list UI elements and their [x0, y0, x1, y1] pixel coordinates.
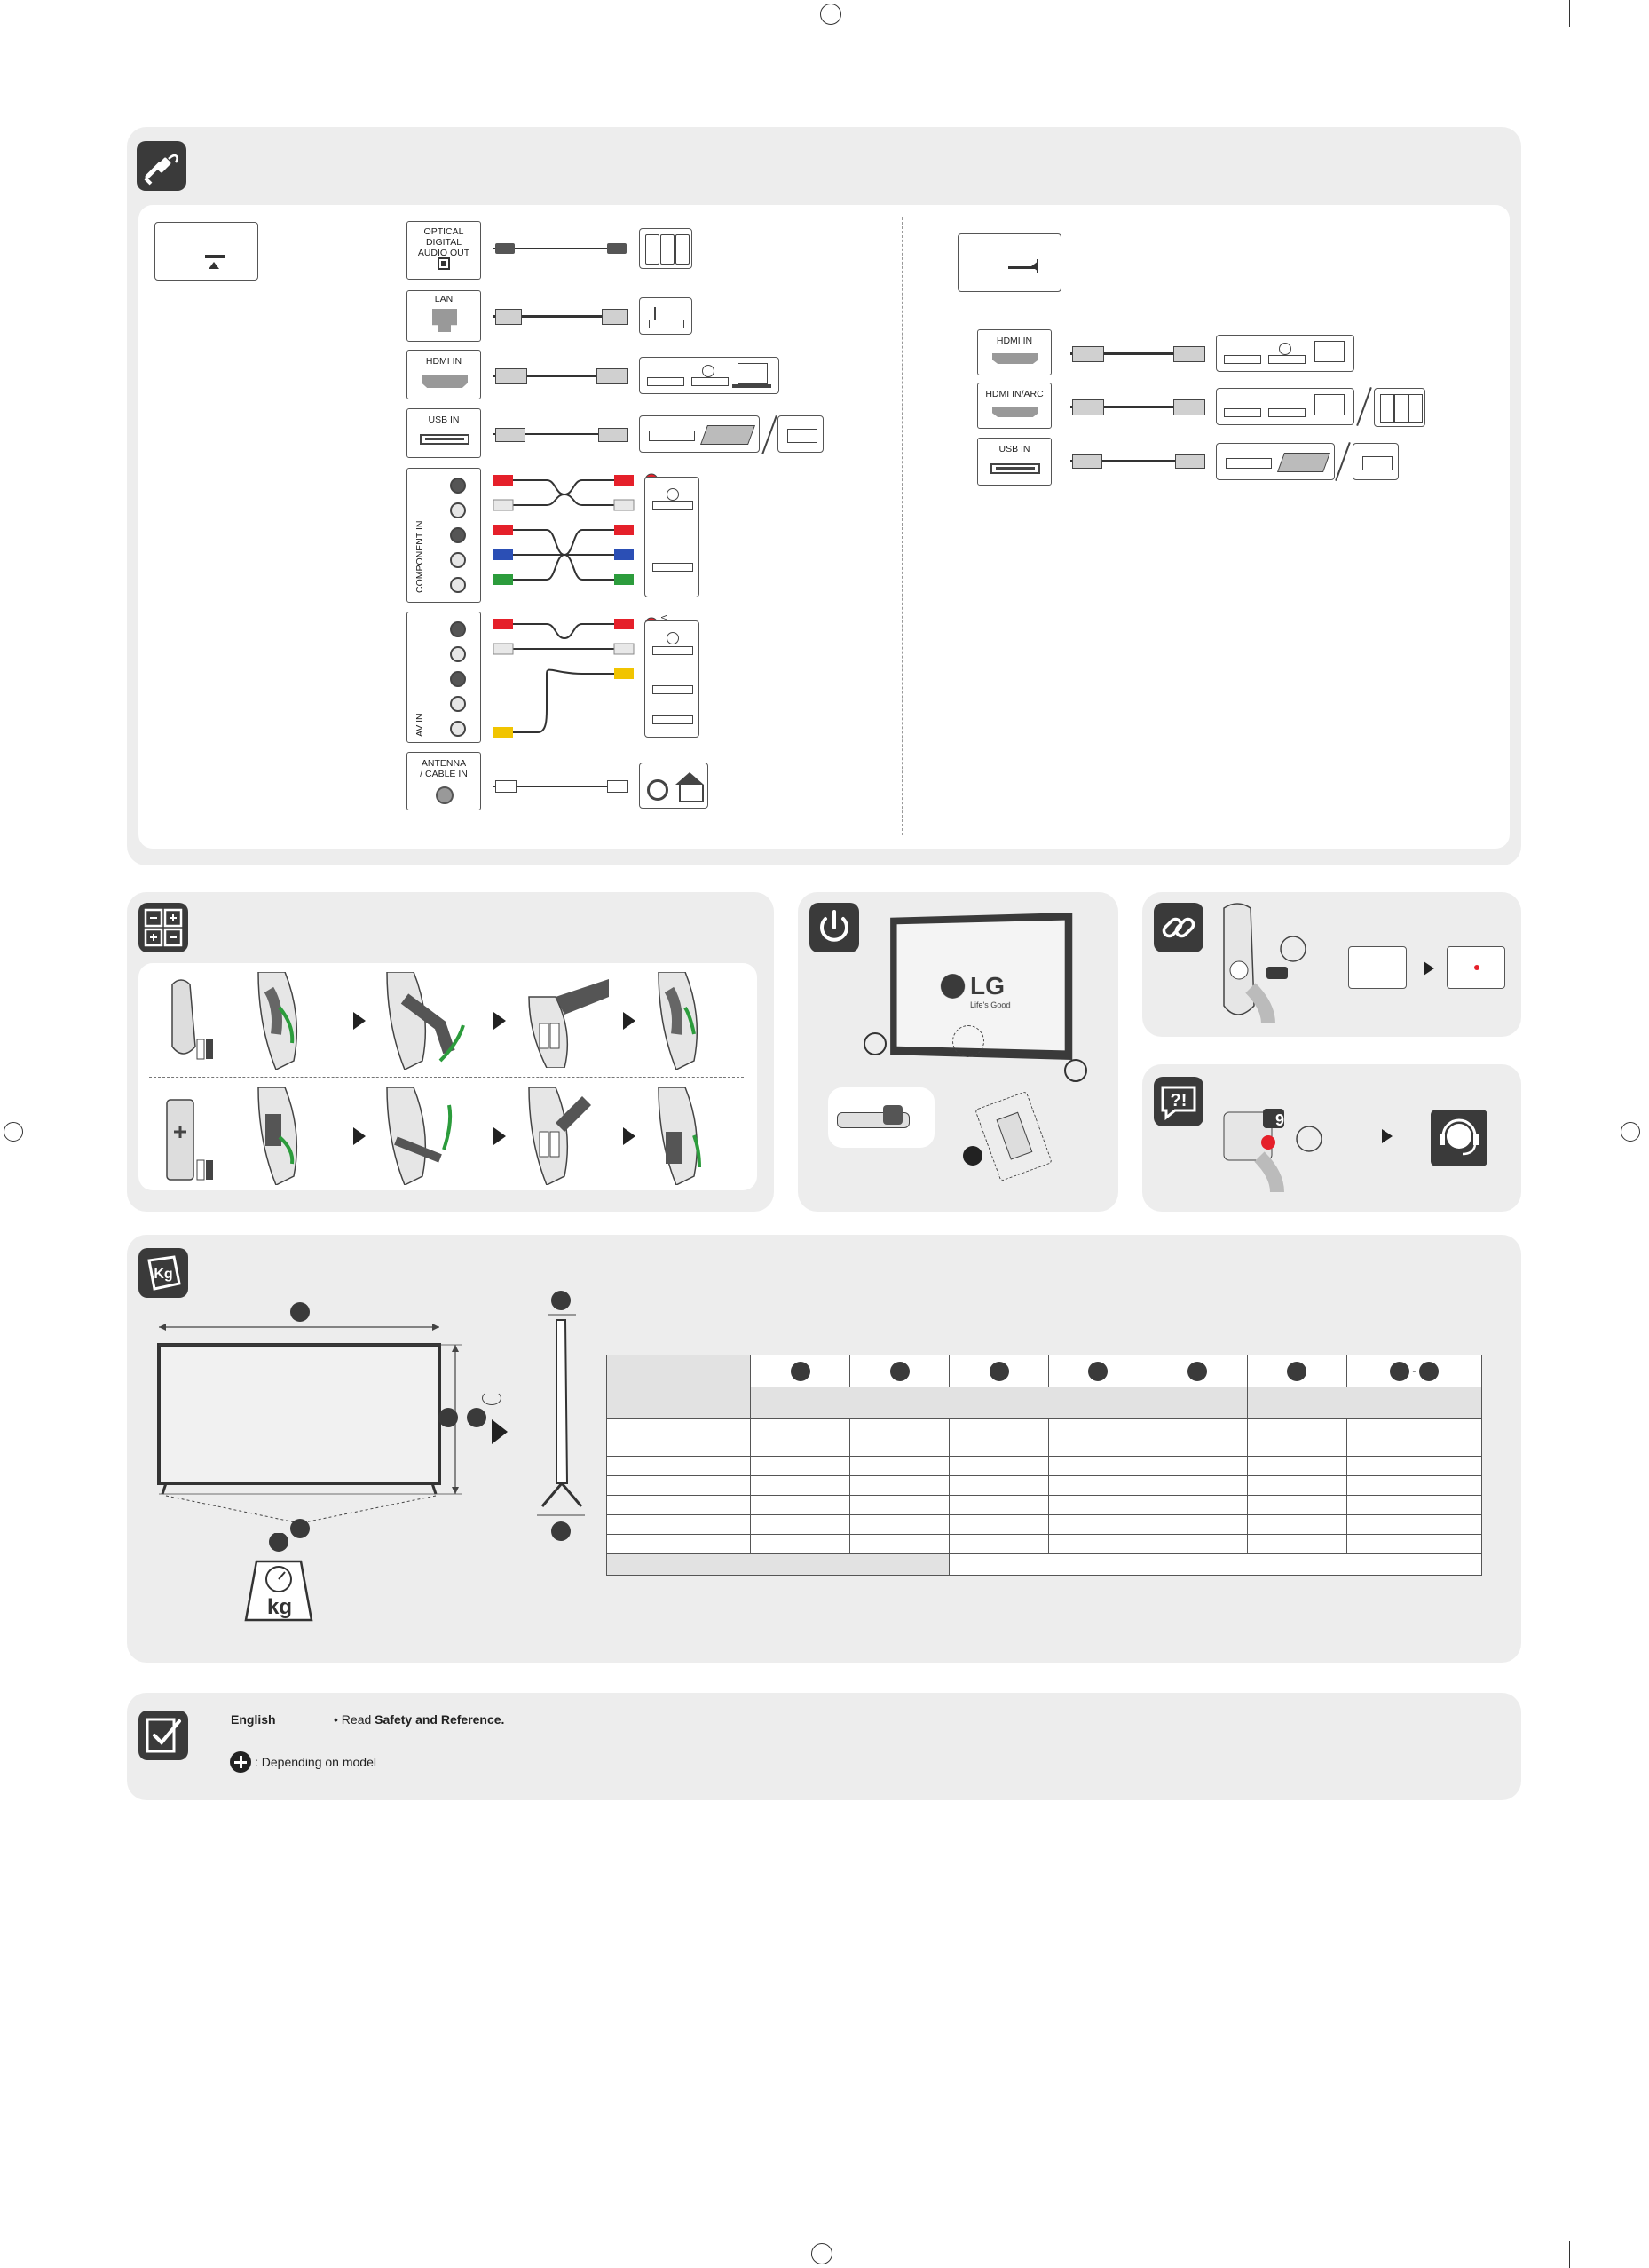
plus-circle-icon	[230, 1751, 251, 1773]
spec-cell	[1148, 1419, 1247, 1457]
arrow-icon	[492, 1419, 508, 1444]
step-icon	[520, 970, 618, 1068]
optical-label: OPTICAL DIGITAL AUDIO OUT	[417, 226, 470, 258]
trim-line	[1569, 0, 1570, 27]
usb-plug-icon	[1175, 454, 1205, 469]
spec-cell	[1049, 1535, 1148, 1554]
spec-cell	[1346, 1535, 1481, 1554]
spec-cell	[1247, 1419, 1346, 1457]
standard-remote-icon	[163, 1096, 217, 1185]
magic-remote-icon	[163, 976, 217, 1064]
arrow-icon	[353, 1127, 366, 1145]
spec-col-b	[850, 1355, 950, 1387]
divider	[902, 217, 903, 835]
usb-plug-icon	[495, 428, 525, 442]
spec-cell	[850, 1457, 950, 1476]
spec-cell	[1247, 1476, 1346, 1496]
spec-cell	[1247, 1535, 1346, 1554]
wireless-off-icon-right	[1064, 1059, 1087, 1082]
battery-icon	[138, 903, 188, 952]
spec-cell	[850, 1476, 950, 1496]
av-in-label: AV IN	[414, 713, 425, 737]
connections-inner	[138, 205, 1510, 849]
arrow-icon	[493, 1127, 506, 1145]
side-usb-stick-icon	[1353, 443, 1399, 480]
step-icon	[249, 1087, 320, 1185]
spec-cell	[850, 1496, 950, 1515]
antenna-label: ANTENNA / CABLE IN	[420, 758, 468, 779]
spec-cell	[850, 1419, 950, 1457]
footer-panel	[127, 1693, 1521, 1800]
spec-col-d	[1049, 1355, 1148, 1387]
lan-label: LAN	[434, 294, 454, 304]
spec-subheader-size	[751, 1387, 1248, 1419]
optical-port	[406, 221, 481, 280]
customer-support-icon	[1431, 1110, 1487, 1166]
lan-plug-icon	[602, 309, 628, 325]
spec-cell	[607, 1535, 751, 1554]
spec-cell	[850, 1515, 950, 1535]
spec-cell	[751, 1419, 850, 1457]
wireless-off-icon-left	[864, 1032, 887, 1055]
side-usb-storage-icon	[1216, 443, 1335, 480]
spec-cell	[607, 1496, 751, 1515]
read-instruction	[334, 1712, 504, 1727]
spec-col-f	[1247, 1355, 1346, 1387]
lg-slogan: Life's Good	[970, 1000, 1011, 1010]
model-note: : Depending on model	[255, 1755, 376, 1769]
spec-table	[606, 1355, 1482, 1576]
spec-cell	[1148, 1476, 1247, 1496]
spec-cell	[1049, 1496, 1148, 1515]
jack	[450, 527, 466, 543]
side-sound-system-icon	[1374, 388, 1425, 427]
spec-cell	[607, 1476, 751, 1496]
spec-panel	[127, 1235, 1521, 1663]
antenna-port	[406, 752, 481, 810]
hdmi-plug-icon	[1173, 346, 1205, 362]
hdmi-plug-icon	[1072, 399, 1104, 415]
component-device-icon	[644, 477, 699, 597]
router-icon	[639, 297, 692, 335]
battery-inner	[138, 963, 757, 1190]
link-icon	[1154, 903, 1203, 952]
usb-storage-icon	[639, 415, 760, 453]
svg-text:Kg: Kg	[154, 1267, 173, 1282]
rotate-icon	[482, 1391, 501, 1405]
av-in-port	[406, 612, 481, 743]
tv-side-thumb	[958, 233, 1061, 292]
arrow-icon	[1424, 961, 1434, 976]
crop-mark-left	[4, 1122, 23, 1142]
spec-cell	[1049, 1457, 1148, 1476]
spec-cell	[751, 1457, 850, 1476]
usb-stick-icon	[777, 415, 824, 453]
read-prefix: • Read	[334, 1712, 372, 1727]
optical-plug-icon	[495, 243, 515, 254]
battery-panel	[127, 892, 774, 1212]
svg-text:?!: ?!	[1170, 1091, 1187, 1110]
trim-line	[1569, 2241, 1570, 2268]
spec-cell	[1247, 1496, 1346, 1515]
usb-in-label: USB IN	[428, 415, 460, 425]
step-icon	[378, 972, 476, 1070]
side-hdmi-in-label: HDMI IN	[996, 336, 1033, 346]
hdmi-plug-icon	[495, 368, 527, 384]
side-usb-in-port	[977, 438, 1052, 486]
tv-screen-before-icon	[1348, 946, 1407, 989]
antenna-house-icon	[639, 763, 708, 809]
slash	[1335, 442, 1351, 481]
sound-system-icon	[639, 228, 692, 269]
weight-unit: kg	[266, 1595, 292, 1619]
read-bold: Safety and Reference.	[375, 1712, 505, 1727]
spec-footer-value	[950, 1554, 1482, 1576]
spec-subheader-weight	[1247, 1387, 1481, 1419]
spec-col-a	[751, 1355, 850, 1387]
spec-cell	[1346, 1515, 1481, 1535]
step-icon	[249, 972, 320, 1070]
magic-remote-pairing-icon	[1215, 899, 1322, 1032]
side-hdmi-devices-icon	[1216, 335, 1354, 372]
lan-port	[406, 290, 481, 342]
hdmi-plug-icon	[596, 368, 628, 384]
component-in-label: COMPONENT IN	[414, 520, 425, 593]
arrow-icon	[1382, 1129, 1393, 1143]
crop-mark-top	[820, 4, 841, 25]
jack	[450, 621, 466, 637]
spec-cell	[751, 1535, 850, 1554]
spec-cell	[607, 1457, 751, 1476]
spec-col-g: -	[1346, 1355, 1481, 1387]
jack	[450, 646, 466, 662]
side-hdmi-arc-port	[977, 383, 1052, 429]
jack	[450, 552, 466, 568]
power-panel	[798, 892, 1118, 1212]
spec-cell	[950, 1476, 1049, 1496]
power-circle-icon	[963, 1146, 982, 1166]
spec-cell	[751, 1496, 850, 1515]
language-label: English	[231, 1712, 276, 1727]
step-icon	[378, 1087, 476, 1185]
checklist-icon	[138, 1711, 188, 1760]
usb-in-port	[406, 408, 481, 458]
side-hdmi-arc-label: HDMI IN/ARC	[985, 389, 1044, 399]
spec-cell	[950, 1496, 1049, 1515]
spec-cell	[950, 1535, 1049, 1554]
help-icon	[1154, 1077, 1203, 1126]
power-detail-box	[828, 1087, 935, 1148]
spec-cell	[1346, 1457, 1481, 1476]
jack	[450, 696, 466, 712]
spec-cell	[1247, 1457, 1346, 1476]
jack	[450, 478, 466, 494]
hdmi-devices-icon	[639, 357, 779, 394]
av-device-icon	[644, 620, 699, 738]
jack	[450, 671, 466, 687]
arrow-icon	[623, 1127, 635, 1145]
spec-cell	[751, 1476, 850, 1496]
spec-cell	[607, 1419, 751, 1457]
remote-power-icon	[974, 1091, 1053, 1181]
step-icon	[650, 1087, 730, 1185]
side-arc-devices-icon	[1216, 388, 1354, 425]
lg-logo-icon	[941, 974, 965, 999]
step-icon	[520, 1087, 618, 1185]
spec-cell	[1148, 1457, 1247, 1476]
antenna-plug-icon	[495, 780, 517, 793]
spec-footer-label	[607, 1554, 950, 1576]
antenna-plug-icon	[607, 780, 628, 793]
optical-plug-icon	[607, 243, 627, 254]
spec-cell	[850, 1535, 950, 1554]
side-hdmi-in-port	[977, 329, 1052, 375]
spec-cell	[950, 1419, 1049, 1457]
component-in-port	[406, 468, 481, 603]
spec-cell	[1049, 1515, 1148, 1535]
hdmi-plug-icon	[1072, 346, 1104, 362]
spec-header-model	[607, 1355, 751, 1419]
jack	[450, 721, 466, 737]
usb-plug-icon	[598, 428, 628, 442]
crop-mark-bottom	[811, 2243, 832, 2264]
power-button-marker	[952, 1025, 984, 1057]
spec-col-e	[1148, 1355, 1247, 1387]
spec-col-c	[950, 1355, 1049, 1387]
cable-icon	[137, 141, 186, 191]
slash	[761, 415, 777, 454]
usb-plug-icon	[1072, 454, 1102, 469]
lan-plug-icon	[495, 309, 522, 325]
hdmi-in-port	[406, 350, 481, 399]
hdmi-in-label: HDMI IN	[425, 356, 462, 367]
spec-cell	[1346, 1476, 1481, 1496]
spec-cell	[1148, 1496, 1247, 1515]
spec-cell	[751, 1515, 850, 1535]
tv-screen-after-icon	[1447, 946, 1505, 989]
spec-cell	[1148, 1535, 1247, 1554]
connections-panel	[127, 127, 1521, 865]
spec-cell	[1049, 1419, 1148, 1457]
pairing-panel	[1142, 892, 1521, 1037]
arrow-icon	[353, 1012, 366, 1030]
slash	[1356, 387, 1372, 426]
hdmi-plug-icon	[1173, 399, 1205, 415]
spec-cell	[1346, 1419, 1481, 1457]
spec-cell	[950, 1457, 1049, 1476]
jack	[450, 502, 466, 518]
crop-mark-right	[1621, 1122, 1640, 1142]
support-digit: 9	[1274, 1111, 1284, 1129]
jack	[450, 577, 466, 593]
spec-cell	[1148, 1515, 1247, 1535]
tv-side-profile-diagram	[530, 1288, 601, 1554]
support-panel	[1142, 1064, 1521, 1212]
tv-dimension-diagram	[154, 1288, 517, 1554]
step-icon	[650, 972, 730, 1070]
spec-cell	[950, 1515, 1049, 1535]
spec-cell	[607, 1515, 751, 1535]
arrow-icon	[623, 1012, 635, 1030]
spec-cell	[1247, 1515, 1346, 1535]
lg-logo-text: LG	[970, 971, 1006, 1000]
divider	[149, 1077, 744, 1078]
arrow-icon	[493, 1012, 506, 1030]
spec-cell	[1346, 1496, 1481, 1515]
spec-cell	[1049, 1476, 1148, 1496]
tv-rear-thumb	[154, 222, 258, 281]
power-icon	[809, 903, 859, 952]
side-usb-in-label: USB IN	[998, 444, 1030, 454]
